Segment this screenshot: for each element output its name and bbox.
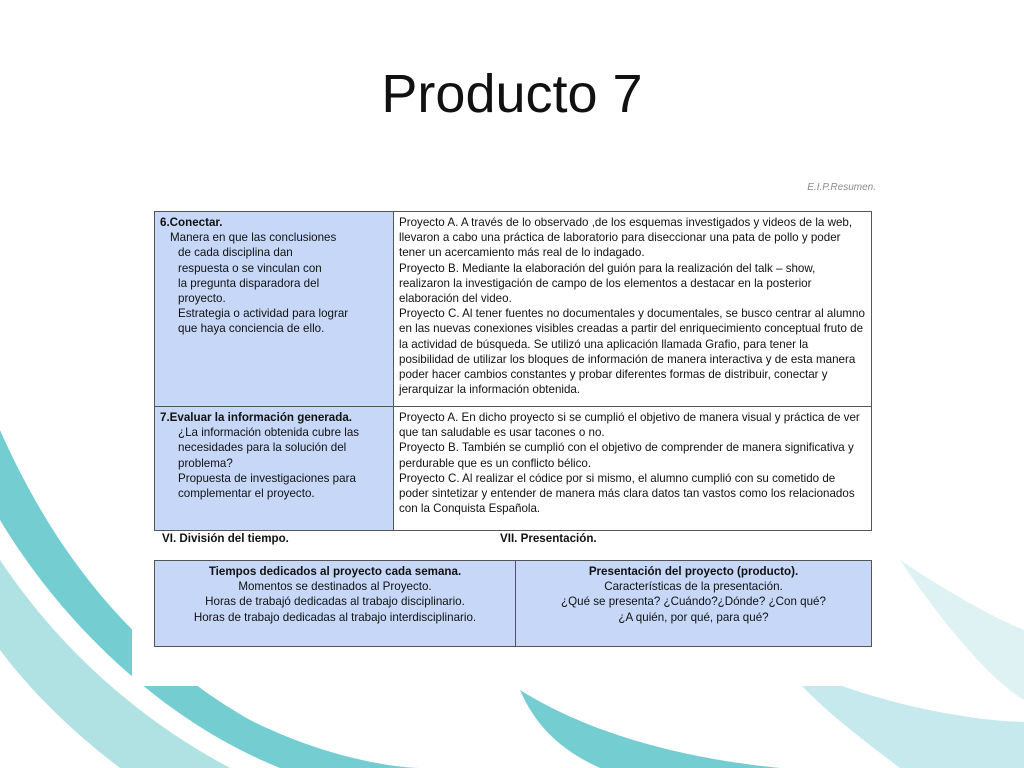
conectar-cell: [155, 212, 394, 407]
tiempos-cell: [155, 561, 516, 647]
presentacion-title: Presentación del proyecto (producto).: [588, 565, 799, 578]
presentacion-label: VII. Presentación.: [500, 532, 597, 545]
evaluar-cell: [155, 407, 394, 531]
evaluar-line: necesidades para la solución del: [178, 441, 347, 455]
document-image: [132, 176, 892, 686]
conectar-line: la pregunta disparadora del: [178, 276, 320, 290]
slide-title: Producto 7: [381, 64, 643, 124]
project-text: Proyecto C. Al realizar el códice por si mismo, el alumno cumplió con su cometido de poder sintetizar y entender de manera más clara datos tan vastos como los relacionados con la Conquista Española.: [399, 471, 855, 516]
table-row: [155, 407, 872, 531]
evaluar-projects-cell: [394, 407, 872, 531]
presentacion-line: ¿Qué se presenta? ¿Cuándo?¿Dónde? ¿Con qué?: [561, 595, 826, 609]
header-note: E.I.P.Resumen.: [807, 182, 876, 193]
tiempos-line: Horas de trabajó dedicadas al trabajo disciplinario.: [205, 595, 465, 609]
tiempos-line: Horas de trabajo dedicadas al trabajo interdisciplinario.: [193, 610, 477, 624]
evaluar-line: ¿La información obtenida cubre las: [178, 426, 360, 440]
conectar-line: de cada disciplina dan: [178, 246, 293, 260]
conectar-line: respuesta o se vinculan con: [178, 261, 322, 275]
conectar-line: que haya conciencia de ello.: [178, 322, 325, 336]
project-text: Proyecto B. Mediante la elaboración del guión para la realización del talk – show, realizaron la investigación de campo de los elementos a destacar en la posterior elaboración del video.: [399, 261, 816, 306]
conectar-projects-cell: [394, 212, 872, 407]
presentacion-line: Características de la presentación.: [604, 580, 783, 594]
evaluar-line: complementar el proyecto.: [178, 487, 315, 501]
tiempos-line: Momentos se destinados al Proyecto.: [238, 580, 432, 594]
conectar-title: 6.Conectar.: [160, 216, 223, 229]
project-text: Proyecto B. También se cumplió con el objetivo de comprender de manera significativa y perdurable que es un conflicto bélico.: [399, 441, 854, 470]
tiempo-presentacion-table: [154, 560, 872, 647]
evaluar-line: problema?: [178, 456, 233, 470]
conectar-evaluar-table: [154, 211, 872, 531]
conectar-line: Manera en que las conclusiones: [170, 231, 337, 245]
evaluar-title: 7.Evaluar la información generada.: [160, 411, 353, 424]
conectar-line: Estrategia o actividad para lograr: [178, 307, 349, 321]
project-text: Proyecto A. A través de lo observado ,de los esquemas investigados y videos de la web, llevaron a cabo una práctica de laboratorio para diseccionar una pata de pollo y poder tener un acercamiento más real de lo indagado.: [399, 216, 853, 260]
project-text: Proyecto A. En dicho proyecto si se cumplió el objetivo de manera visual y práctica de ver que tan saludable es usar tacones o no.: [399, 411, 860, 440]
presentacion-cell: [516, 561, 872, 647]
division-label: VI. División del tiempo.: [162, 532, 289, 545]
tiempos-title: Tiempos dedicados al proyecto cada semana.: [208, 565, 462, 578]
table-row: [155, 561, 872, 647]
evaluar-line: Propuesta de investigaciones para: [178, 471, 356, 485]
presentacion-line: ¿A quién, por qué, para qué?: [618, 610, 769, 624]
project-text: Proyecto C. Al tener fuentes no documentales y documentales, se busco centrar al alumno en las nuevas conexiones visibles creadas a partir del enriquecimiento conceptual fruto de la actividad de búsqueda. Se utilizó una aplicación llamada Grafio, para tener la posibilidad de utilizar los bloques de información de manera interactiva y de esta manera poder hacer cambios constantes y probar diferentes formas de distribuir, conectar y jerarquizar la información obtenida.: [399, 307, 865, 397]
table-row: [155, 212, 872, 407]
conectar-line: proyecto.: [178, 292, 226, 306]
